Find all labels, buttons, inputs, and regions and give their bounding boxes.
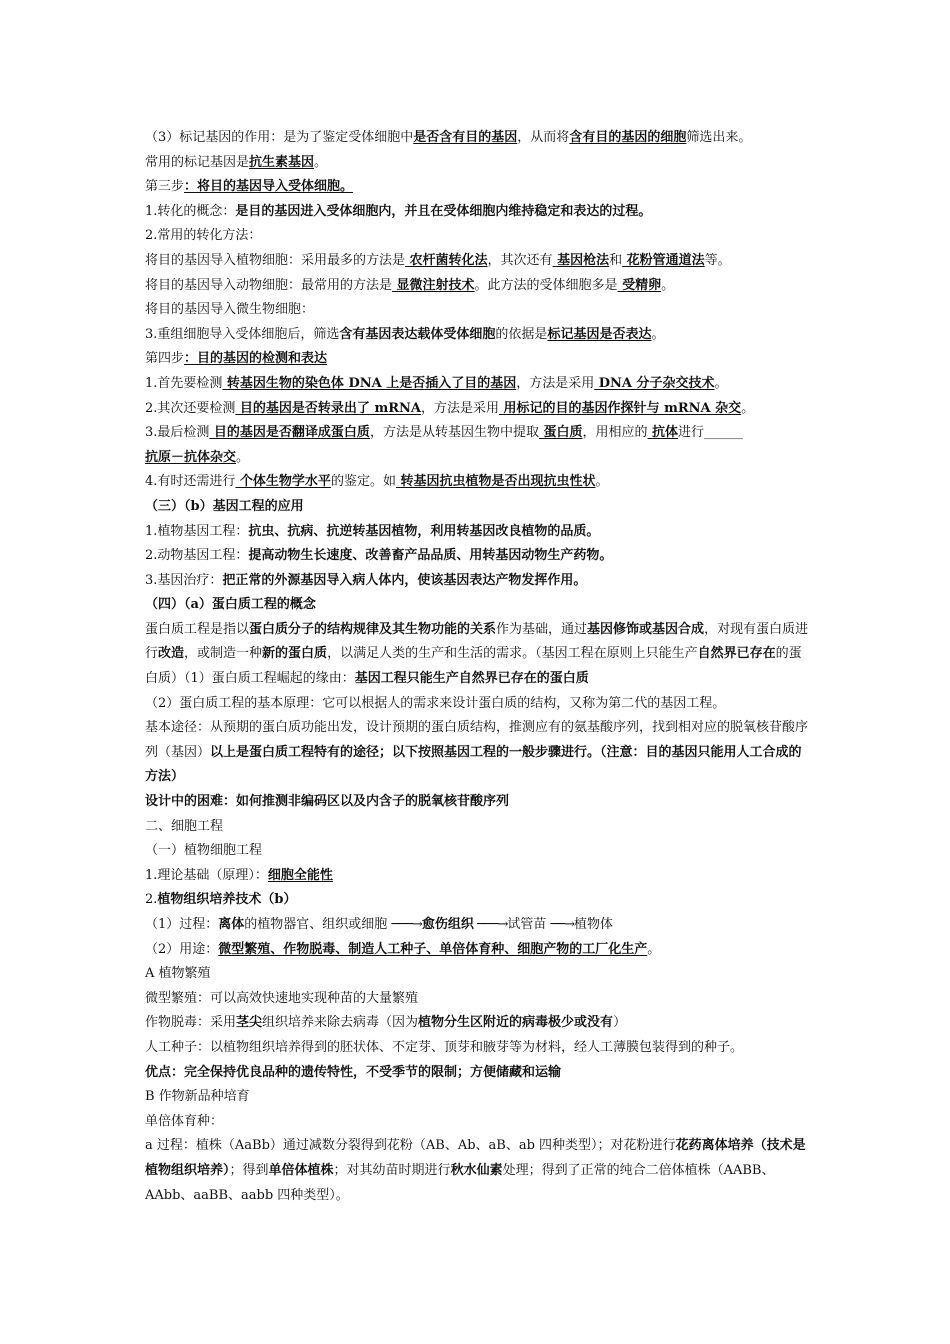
text: 处理；得到了正常的纯合二倍体植株（AABB、AAbb、aaBB、aabb 四种类型）。 bbox=[145, 1162, 775, 1203]
text: 2.其次还要检测 bbox=[145, 400, 236, 416]
key-term: 秋水仙素 bbox=[450, 1162, 503, 1178]
document-page bbox=[145, 126, 810, 1208]
key-term: 微型繁殖、作物脱毒、制造人工种子、单倍体育种、细胞产物的工厂化生产 bbox=[218, 941, 648, 957]
text: 。 bbox=[647, 941, 661, 957]
micropropagation bbox=[145, 987, 810, 1012]
plant-propagation-heading bbox=[145, 962, 810, 987]
text: 作为基础，通过 bbox=[496, 621, 588, 637]
text: 1.植物基因工程： bbox=[145, 523, 249, 539]
text: 将目的基因导入微生物细胞： bbox=[145, 302, 315, 318]
text: 基本途径：从预期的蛋白质功能出发，设计预期的蛋白质结构，推测应有的氨基酸序列，找到相对应的脱氧核苷酸序列（基因） bbox=[145, 720, 809, 760]
heading-text: A 植物繁殖 bbox=[145, 966, 211, 982]
detection-dna bbox=[145, 372, 810, 397]
individual-level bbox=[145, 470, 810, 495]
text: 的蛋白质）（1）蛋白质工程崛起的缘由： bbox=[145, 646, 802, 687]
text: ，其次还有 bbox=[487, 252, 553, 268]
text: 和 bbox=[609, 252, 623, 268]
text: 2.常用的转化方法： bbox=[145, 228, 262, 244]
key-term: 是否含有目的基因 bbox=[413, 130, 518, 145]
text: 植物体 bbox=[574, 917, 614, 932]
text: ，用相应的 bbox=[582, 425, 648, 441]
key-term: 茎尖 bbox=[236, 1015, 263, 1031]
detection-protein bbox=[145, 421, 810, 446]
key-term: 提高动物生长速度、改善畜产品品质、用转基因动物生产药物。 bbox=[248, 548, 613, 564]
design-difficulty bbox=[145, 790, 810, 815]
text: ，方法是采用 bbox=[421, 400, 500, 416]
text: 1.首先要检测 bbox=[145, 375, 223, 391]
key-term: 自然界已存在 bbox=[697, 646, 776, 662]
marker-gene-function bbox=[145, 126, 810, 151]
haploid-breeding-heading bbox=[145, 1110, 810, 1135]
text: （2）用途： bbox=[145, 941, 219, 957]
step-four-heading bbox=[145, 347, 810, 372]
key-term: 转基因抗虫植物是否出现抗虫性状 bbox=[395, 474, 596, 490]
text: 的植物器官、组织或细胞 bbox=[244, 917, 392, 932]
text: ） bbox=[613, 1015, 627, 1031]
key-term: 改造 bbox=[158, 646, 185, 662]
screening-basis bbox=[145, 323, 810, 348]
blank-line: ______ bbox=[704, 425, 744, 441]
arrow-icon: ──→ bbox=[550, 917, 575, 932]
text: 常用的标记基因是 bbox=[145, 154, 250, 170]
text: 2.动物基因工程： bbox=[145, 548, 249, 564]
heading-text: （四）（a）蛋白质工程的概念 bbox=[145, 597, 316, 613]
theoretical-basis bbox=[145, 864, 810, 889]
key-term: 用标记的目的基因作探针与 mRNA 杂交 bbox=[499, 400, 742, 416]
transformation-methods bbox=[145, 224, 810, 249]
key-term: 花粉管通道法 bbox=[622, 252, 705, 268]
text: a 过程：植株（AaBb）通过减数分裂得到花粉（AB、Ab、aB、ab 四种类型）；对花粉进行 bbox=[145, 1138, 676, 1154]
key-term: 以上是蛋白质工程特有的途径；以下按照基因工程的一般步骤进行。（注意：目的基因只能用人工合成的方法） bbox=[145, 744, 802, 785]
text: 的依据是 bbox=[495, 326, 548, 342]
section-heading-applications bbox=[145, 495, 810, 520]
text: ，对现有蛋白质进行 bbox=[145, 621, 809, 662]
text: ；得到 bbox=[229, 1162, 269, 1178]
step-three-heading bbox=[145, 175, 810, 200]
text: （3）标记基因的作用：是为了鉴定受体细胞中 bbox=[145, 130, 414, 145]
text: 。 bbox=[741, 400, 755, 416]
heading-text: 二、细胞工程 bbox=[145, 818, 224, 834]
text: （2）蛋白质工程的基本原理：它可以根据人的需求来设计蛋白质的结构，又称为第二代的基因工程。 bbox=[145, 695, 726, 711]
text: ；对其幼苗时期进行 bbox=[333, 1162, 451, 1178]
text: 组织培养来除去病毒（因为 bbox=[262, 1015, 419, 1031]
key-term: 抗生素基因 bbox=[249, 154, 315, 170]
key-term: 农杆菌转化法 bbox=[405, 252, 488, 268]
key-term: 植物组织培养技术（b） bbox=[157, 892, 297, 908]
artificial-seeds bbox=[145, 1036, 810, 1061]
text: 作物脱毒：采用 bbox=[145, 1015, 237, 1031]
key-term: 是目的基因进入受体细胞内，并且在受体细胞内维持稳定和表达的过程。 bbox=[235, 203, 652, 219]
text: 。 bbox=[714, 375, 728, 391]
section-heading-cell-engineering bbox=[145, 815, 810, 840]
tissue-culture-heading bbox=[145, 888, 810, 913]
key-term: 目的基因是否转录出了 mRNA bbox=[235, 400, 421, 416]
text: 。 bbox=[661, 277, 675, 293]
text: ，方法是采用 bbox=[516, 375, 595, 391]
key-term: 花药离体培养（技术是植物组织培养） bbox=[145, 1138, 806, 1178]
plant-genetic-engineering bbox=[145, 520, 810, 545]
key-term: 含有目的基因的细胞 bbox=[569, 130, 687, 145]
key-term: 含有基因表达载体受体细胞 bbox=[339, 326, 496, 342]
arrow-icon: ───→ bbox=[473, 917, 508, 932]
key-term: 抗体 bbox=[647, 425, 679, 441]
text: ，从而将 bbox=[517, 130, 570, 145]
text: 。此方法的受体细胞多是 bbox=[474, 277, 618, 293]
text: 。 bbox=[595, 474, 609, 490]
key-term: 转基因生物的染色体 DNA 上是否插入了目的基因 bbox=[222, 375, 517, 391]
key-term: 显微注射技术 bbox=[392, 277, 475, 293]
key-term: 基因修饰或基因合成 bbox=[587, 621, 705, 637]
text: 3.最后检测 bbox=[145, 425, 210, 441]
text: ，以满足人类的生产和生活的需求。（基因工程在原则上只能生产 bbox=[327, 646, 698, 662]
transformation-concept bbox=[145, 200, 810, 225]
text: （1）过程： bbox=[145, 917, 219, 932]
microbe-cell-method bbox=[145, 298, 810, 323]
heading-text: 单倍体育种： bbox=[145, 1113, 224, 1129]
key-term: 单倍体植株 bbox=[268, 1162, 334, 1178]
text: 2. bbox=[145, 892, 158, 908]
text: 微型繁殖：可以高效快速地实现种苗的大量繁殖 bbox=[145, 990, 419, 1006]
key-term: 细胞全能性 bbox=[267, 867, 333, 883]
key-term: ：将目的基因导入受体细胞。 bbox=[184, 179, 354, 195]
key-term: 基因工程只能生产自然界已存在的蛋白质 bbox=[354, 671, 589, 687]
text: 4.有时还需进行 bbox=[145, 474, 236, 490]
arrow-icon: ───→ bbox=[391, 917, 422, 932]
subsection-plant-cell-engineering bbox=[145, 839, 810, 864]
haploid-breeding-process bbox=[145, 1134, 810, 1208]
text: 第四步 bbox=[145, 351, 185, 367]
text: 将目的基因导入植物细胞：采用最多的方法是 bbox=[145, 252, 406, 268]
animal-cell-method bbox=[145, 274, 810, 299]
text: 优点：完全保持优良品种的遗传特性，不受季节的限制；方便储藏和运输 bbox=[145, 1064, 562, 1080]
key-term: 离体 bbox=[218, 917, 245, 932]
basic-pathway bbox=[145, 716, 810, 790]
animal-genetic-engineering bbox=[145, 544, 810, 569]
tissue-culture-process bbox=[145, 913, 810, 938]
tissue-culture-uses bbox=[145, 938, 810, 963]
key-term: 蛋白质分子的结构规律及其生物功能的关系 bbox=[249, 621, 497, 637]
gene-therapy bbox=[145, 569, 810, 594]
text: ，或制造一种 bbox=[184, 646, 263, 662]
text: 设计中的困难：如何推测非编码区以及内含子的脱氧核苷酸序列 bbox=[145, 794, 510, 810]
advantages bbox=[145, 1061, 810, 1086]
key-term: 目的基因是否翻译成蛋白质 bbox=[209, 425, 370, 441]
text: 3.基因治疗： bbox=[145, 572, 223, 588]
key-term: 新的蛋白质 bbox=[262, 646, 328, 662]
text: 。 bbox=[314, 154, 328, 170]
heading-text: （三）（b）基因工程的应用 bbox=[145, 498, 304, 514]
key-term: 标记基因是否表达 bbox=[547, 326, 652, 342]
key-term: DNA 分子杂交技术 bbox=[594, 375, 715, 391]
key-term: ：目的基因的检测和表达 bbox=[184, 351, 328, 367]
text: 3.重组细胞导入受体细胞后，筛选 bbox=[145, 326, 340, 342]
common-marker-gene bbox=[145, 151, 810, 176]
key-term: 抗虫、抗病、抗逆转基因植物，利用转基因改良植物的品质。 bbox=[248, 523, 600, 539]
key-term: 蛋白质 bbox=[538, 425, 583, 441]
key-term: 抗原－抗体杂交 bbox=[145, 449, 237, 465]
text: 的鉴定。如 bbox=[330, 474, 396, 490]
key-term: 个体生物学水平 bbox=[235, 474, 331, 490]
text: 人工种子：以植物组织培养得到的胚状体、不定芽、顶芽和腋芽等为材料，经人工薄膜包装得到的种子。 bbox=[145, 1039, 744, 1055]
text: 等。 bbox=[704, 252, 731, 268]
text: 1.转化的概念： bbox=[145, 203, 236, 219]
new-variety-heading bbox=[145, 1085, 810, 1110]
text: 将目的基因导入动物细胞：最常用的方法是 bbox=[145, 277, 393, 293]
antigen-antibody bbox=[145, 446, 810, 471]
protein-engineering-principle bbox=[145, 692, 810, 717]
key-term: 基因枪法 bbox=[552, 252, 610, 268]
text: ，方法是从转基因生物中提取 bbox=[369, 425, 539, 441]
text: 。 bbox=[236, 449, 250, 465]
heading-text: （一）植物细胞工程 bbox=[145, 843, 263, 859]
text: 筛选出来。 bbox=[686, 130, 752, 145]
text: 1.理论基础（原理）： bbox=[145, 867, 268, 883]
plant-cell-method bbox=[145, 249, 810, 274]
text: 进行 bbox=[678, 425, 705, 441]
text: 第三步 bbox=[145, 179, 185, 195]
text: 。 bbox=[651, 326, 665, 342]
virus-free-crops bbox=[145, 1011, 810, 1036]
text: 蛋白质工程是指以 bbox=[145, 621, 250, 637]
key-term: 植物分生区附近的病毒极少或没有 bbox=[418, 1015, 614, 1031]
detection-mrna bbox=[145, 397, 810, 422]
key-term: 受精卵 bbox=[617, 277, 662, 293]
text: 试管苗 bbox=[507, 917, 551, 932]
protein-engineering-definition bbox=[145, 618, 810, 692]
key-term: 把正常的外源基因导入病人体内，使该基因表达产物发挥作用。 bbox=[222, 572, 587, 588]
section-heading-protein-engineering bbox=[145, 593, 810, 618]
key-term: 愈伤组织 bbox=[421, 917, 474, 932]
heading-text: B 作物新品种培育 bbox=[145, 1089, 250, 1105]
